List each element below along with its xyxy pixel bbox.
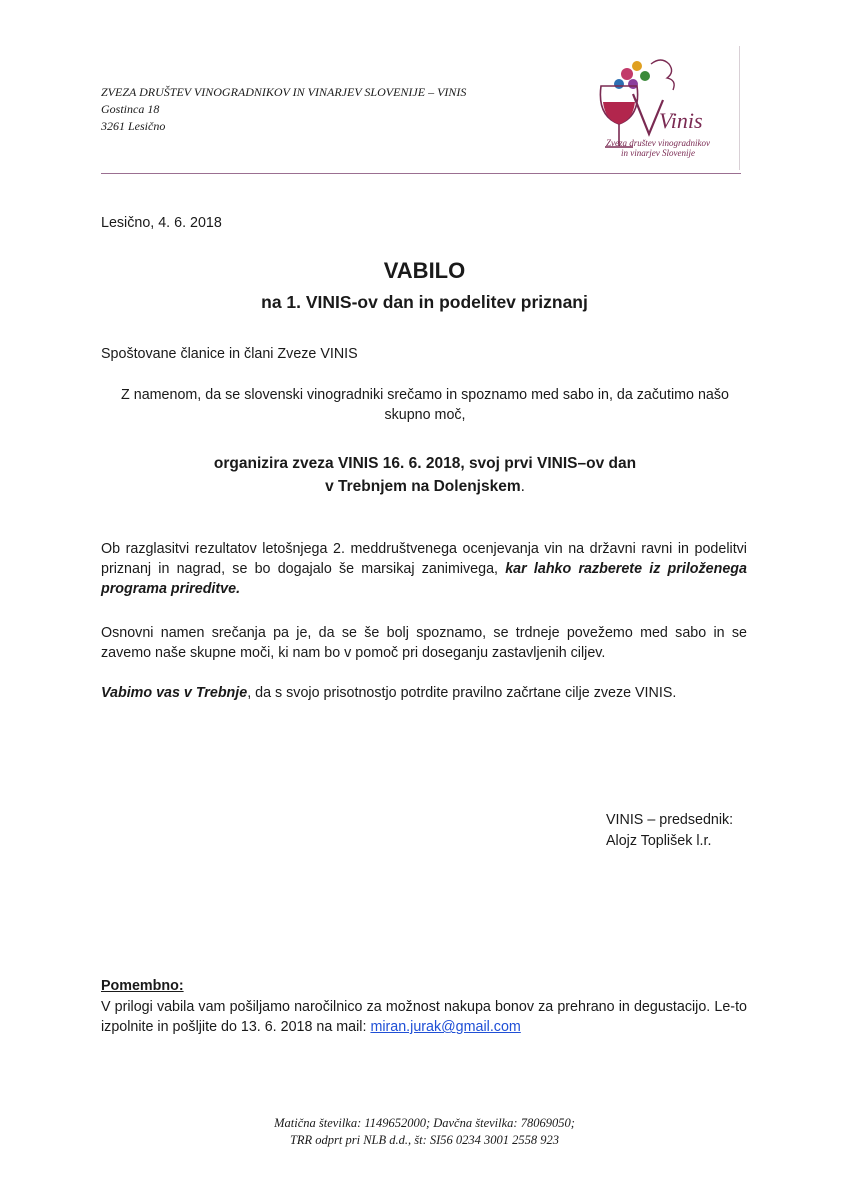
paragraph-program [101,539,747,599]
organization-name: ZVEZA DRUŠTEV VINOGRADNIKOV IN VINARJEV SLOVENIJE – VINIS [101,85,467,99]
note-heading: Pomembno: [101,978,184,994]
paragraph-program-text: Ob razglasitvi rezultatov letošnjega 2. meddruštvenega ocenjevanja vin na državni ravni in podelitvi priznanj in nagrad, se bo dogajalo še marsikaj zanimivega, [101,541,747,577]
grape-icon [640,71,650,81]
vine-swirl-icon [651,60,674,90]
email-link[interactable]: miran.jurak@gmail.com [370,1019,521,1035]
letter-subtitle: na 1. VINIS-ov dan in podelitev priznanj [261,292,588,312]
grape-icon [621,68,633,80]
organization-address [101,84,466,135]
organization-street: Gostinca 18 [101,102,160,116]
organization-city: 3261 Lesično [101,119,166,133]
event-location-period: . [520,478,525,495]
salutation: Spoštovane članice in člani Zveze VINIS [101,346,358,362]
event-announcement-line-2 [101,475,749,498]
logo-wordmark: Vinis [659,108,703,133]
wine-fill-icon [603,102,635,124]
letter-title: VABILO [383,258,466,283]
letter-date: Lesično, 4. 6. 2018 [101,215,222,231]
signature-name: Alojz Toplišek l.r. [606,833,712,849]
event-announcement [101,452,749,498]
vinis-logo [561,46,740,170]
intro-paragraph: Z namenom, da se slovenski vinogradniki srečamo in spoznamo med sabo in, da začutimo našo skupno moč, [121,387,729,423]
logo-tagline [583,138,733,158]
footer-line-2: TRR odprt pri NLB d.d., št: SI56 0234 3001 2558 923 [289,1133,560,1147]
event-location: v Trebnjem na Dolenjskem [325,478,521,495]
grape-icon [632,61,642,71]
logo-tagline-line-2: in vinarjev Slovenije [621,148,695,158]
signature-block [606,810,733,852]
paragraph-program-emphasis: kar lahko razberete iz priloženega programa prireditve. [101,561,747,597]
invitation-text: , da s svojo prisotnostjo potrdite pravilno začrtane cilje zveze VINIS. [247,685,677,701]
note-body-text: V prilogi vabila vam pošiljamo naročilnico za možnost nakupa bonov za prehrano in degustacijo. Le-to izpolnite in pošljite do 13. 6. 2018 na mail: [101,999,747,1035]
note-body [101,997,747,1037]
grape-icon [614,79,624,89]
paragraph-purpose: Osnovni namen srečanja pa je, da se še bolj spoznamo, se trdneje povežemo med sabo in se zavemo naše skupne moči, ki nam bo v pomoč pri doseganju zastavljenih ciljev. [101,625,747,661]
header-divider [101,173,741,174]
event-announcement-line-1: organizira zveza VINIS 16. 6. 2018, svoj prvi VINIS–ov dan [213,455,637,472]
logo-tagline-line-1: Zveza društev vinogradnikov [606,138,710,148]
paragraph-invitation [101,683,747,703]
invitation-emphasis: Vabimo vas v Trebnje [101,685,248,701]
signature-role: VINIS – predsednik: [606,812,734,828]
footer-registration [0,1115,849,1149]
footer-line-1: Matična številka: 1149652000; Davčna številka: 78069050; [274,1116,575,1130]
